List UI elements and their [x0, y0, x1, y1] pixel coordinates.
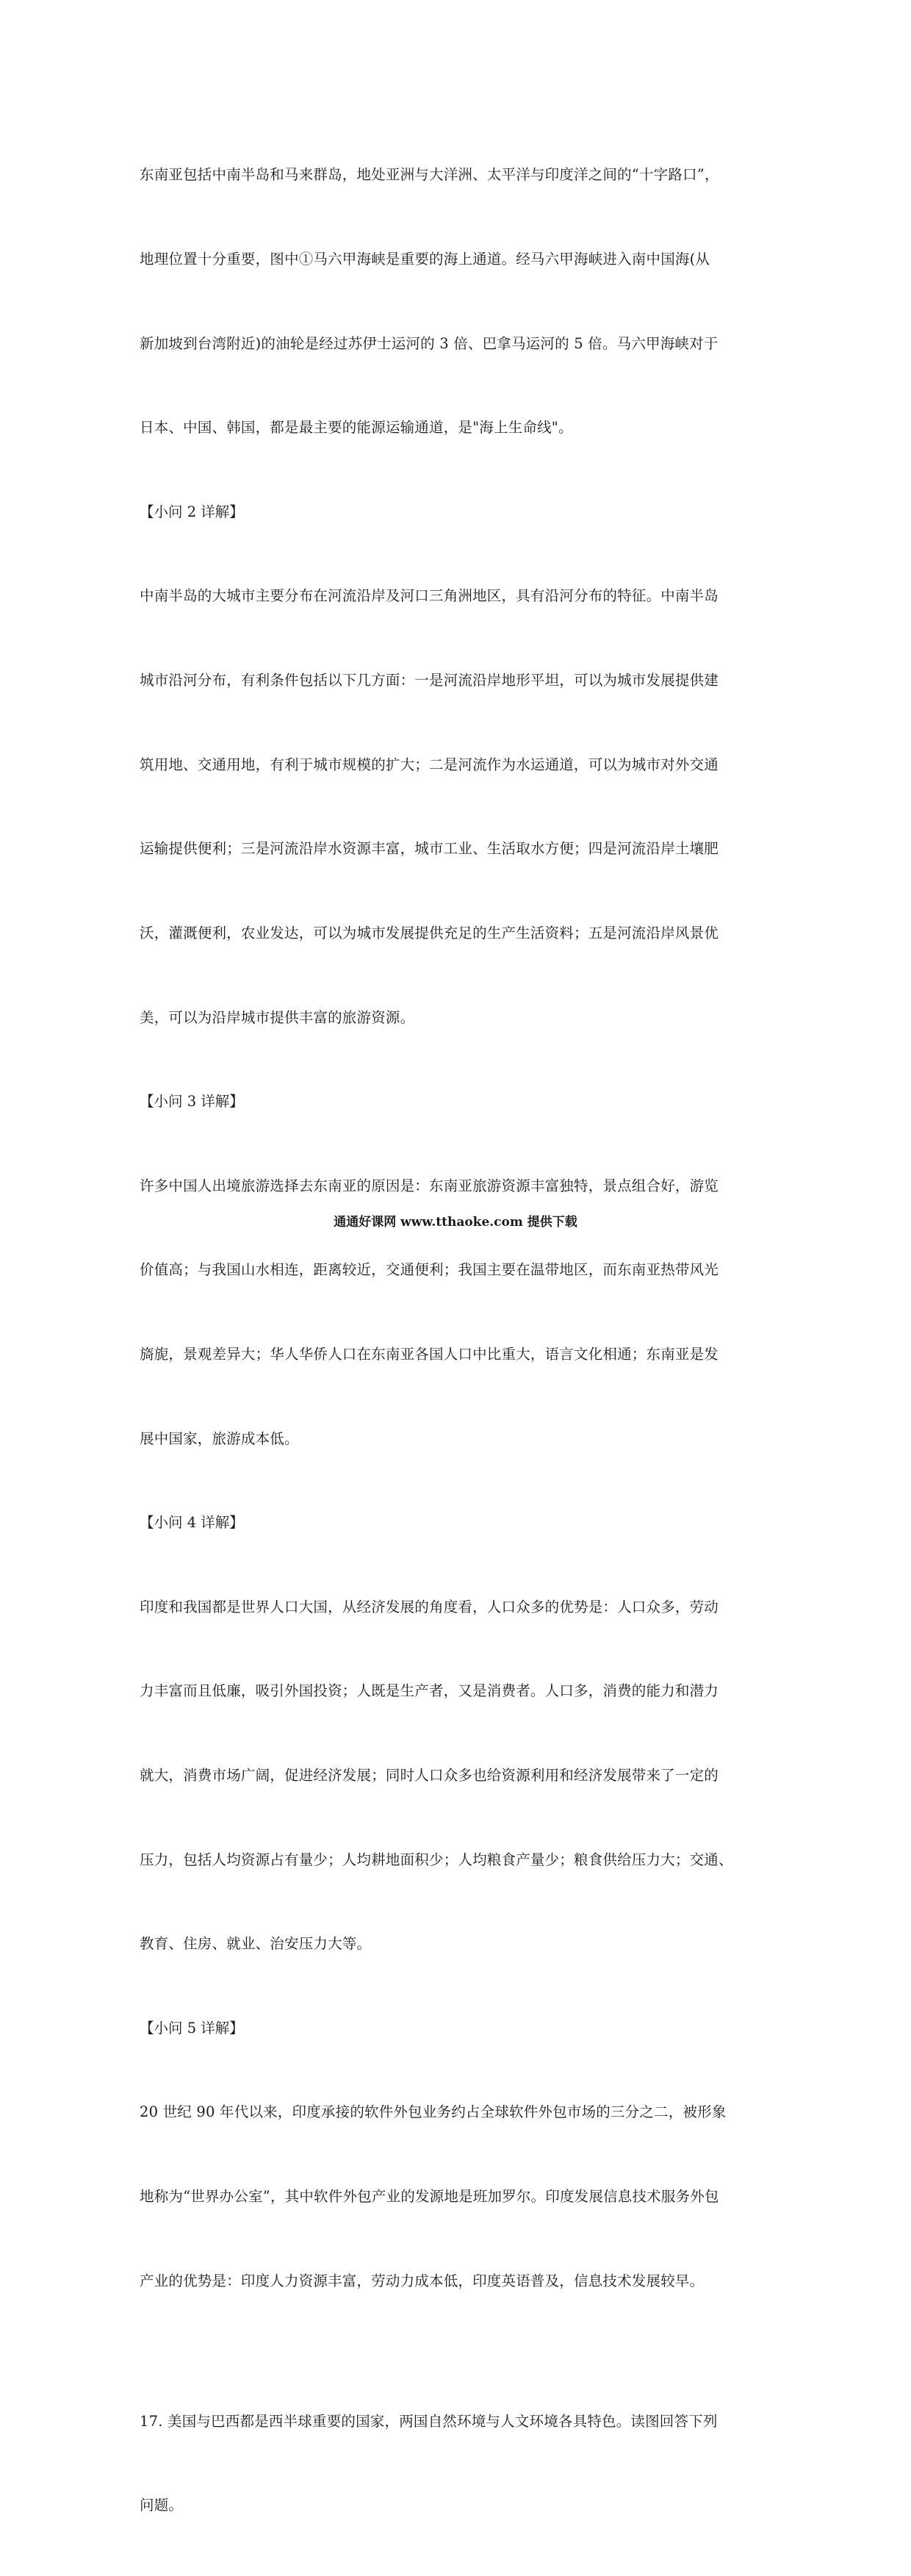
- text-line: 就大，消费市场广阔，促进经济发展；同时人口众多也给资源利用和经济发展带来了一定的: [140, 1766, 719, 1784]
- text-line: 美，可以为沿岸城市提供丰富的旅游资源。: [140, 1008, 415, 1026]
- paragraph-q2: [140, 526, 773, 1088]
- text-line: 地理位置十分重要，图中①马六甲海峡是重要的海上通道。经马六甲海峡进入南中国海(从: [140, 251, 710, 268]
- section-heading-q5: 【小问 5 详解】: [140, 2019, 244, 2037]
- question-17: [140, 2351, 773, 2576]
- text-line: 沃，灌溉便利，农业发达，可以为城市发展提供充足的生产生活资料；五是河流沿岸风景优: [140, 924, 719, 941]
- section-heading-q2: 【小问 2 详解】: [140, 503, 244, 520]
- text-line: 印度和我国都是世界人口大国，从经济发展的角度看，人口众多的优势是：人口众多，劳动: [140, 1598, 719, 1615]
- text-line: 地称为“世界办公室”，其中软件外包产业的发源地是班加罗尔。印度发展信息技术服务外包: [140, 2188, 719, 2206]
- text-line: 旖旎，景观差异大；华人华侨人口在东南亚各国人口中比重大，语言文化相通；东南亚是发: [140, 1345, 719, 1363]
- text-line: 许多中国人出境旅游选择去东南亚的原因是：东南亚旅游资源丰富独特，景点组合好，游览: [140, 1177, 719, 1194]
- paragraph-malacca: [140, 105, 773, 498]
- text-line: 筑用地、交通用地，有利于城市规模的扩大；二是河流作为水运通道，可以为城市对外交通: [140, 756, 719, 773]
- page-footer: 通通好课网 www.tthaoke.com 提供下载: [334, 1215, 577, 1230]
- text-line: 压力，包括人均资源占有量少；人均耕地面积少；人均粮食产量少；粮食供给压力大；交通、: [140, 1851, 733, 1868]
- text-line: 力丰富而且低廉，吸引外国投资；人既是生产者，又是消费者。人口多，消费的能力和潜力: [140, 1682, 719, 1700]
- text-line: 20 世纪 90 年代以来，印度承接的软件外包业务约占全球软件外包市场的三分之二，被形象: [140, 2103, 727, 2121]
- text-line: 17. 美国与巴西都是西半球重要的国家，两国自然环境与人文环境各具特色。读图回答下列: [140, 2412, 718, 2430]
- text-line: 东南亚包括中南半岛和马来群岛，地处亚洲与大洋洲、太平洋与印度洋之间的“十字路口”，: [140, 166, 719, 184]
- text-line: 中南半岛的大城市主要分布在河流沿岸及河口三角洲地区，具有沿河分布的特征。中南半岛: [140, 587, 719, 605]
- document-body: [140, 105, 773, 2576]
- text-line: 日本、中国、韩国，都是最主要的能源运输通道，是"海上生命线"。: [140, 419, 573, 437]
- section-heading-q4: 【小问 4 详解】: [140, 1514, 244, 1532]
- section-heading-q3: 【小问 3 详解】: [140, 1093, 244, 1111]
- text-line: 新加坡到台湾附近)的油轮是经过苏伊士运河的 3 倍、巴拿马运河的 5 倍。马六甲海峡对于: [140, 334, 719, 352]
- text-line: 运输提供便利；三是河流沿岸水资源丰富，城市工业、生活取水方便；四是河流沿岸土壤肥: [140, 840, 719, 858]
- text-line: 问题。: [140, 2497, 184, 2514]
- text-line: 展中国家，旅游成本低。: [140, 1429, 299, 1447]
- text-line: 教育、住房、就业、治安压力大等。: [140, 1935, 372, 1953]
- paragraph-q5: [140, 2042, 773, 2351]
- text-line: 产业的优势是：印度人力资源丰富，劳动力成本低，印度英语普及，信息技术发展较早。: [140, 2272, 705, 2289]
- text-line: 城市沿河分布，有利条件包括以下几方面：一是河流沿岸地形平坦，可以为城市发展提供建: [140, 672, 719, 689]
- paragraph-q4: [140, 1537, 773, 2014]
- text-line: 价值高；与我国山水相连，距离较近，交通便利；我国主要在温带地区，而东南亚热带风光: [140, 1261, 719, 1279]
- paragraph-q3: [140, 1116, 773, 1509]
